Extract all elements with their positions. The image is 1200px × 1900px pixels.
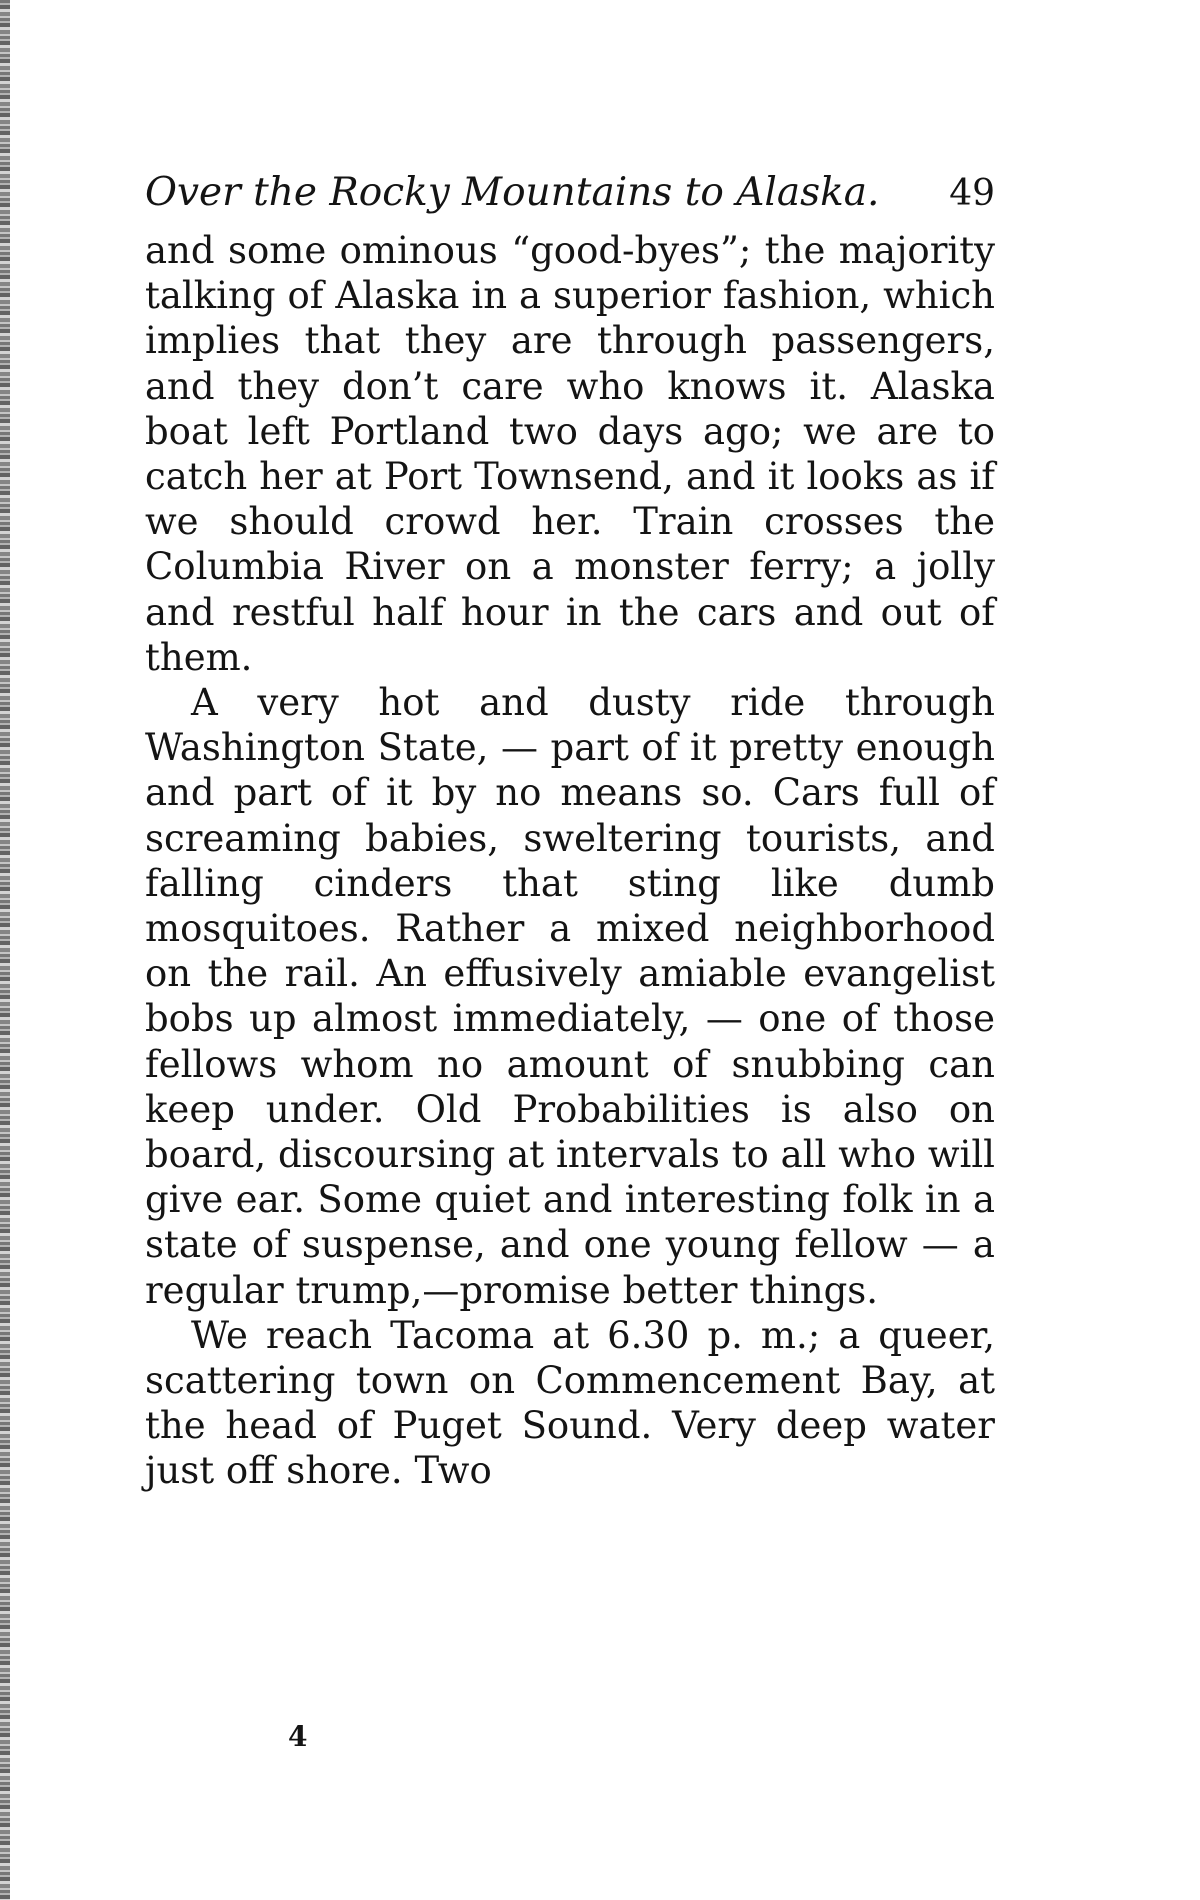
paragraph: A very hot and dusty ride through Washington State, — part of it pretty enough and part of it by no means so. Cars full of screaming babies, sweltering tourists, and falling cinders that sting like dumb mosquitoes. Rather a mixed neighborhood on the rail. An effusively amiable evangelist bobs up almost immediately, — one of those fellows whom no amount of snubbing can keep under. Old Probabilities is also on board, discoursing at intervals to all who will give ear. Some quiet and interesting folk in a state of suspense, and one young fellow — a regular trump,—promise better things.	[145, 681, 995, 1312]
page-number: 49	[949, 173, 995, 214]
running-title: Over the Rocky Mountains to Alaska.	[145, 170, 880, 215]
signature-mark: 4	[288, 1720, 308, 1753]
paragraph: We reach Tacoma at 6.30 p. m.; a queer, scattering town on Commencement Bay, at the head of Puget Sound. Very deep water just off shore. Two	[145, 1313, 995, 1493]
book-spine-edge	[0, 0, 10, 1900]
running-head	[145, 168, 995, 228]
book-page	[145, 168, 995, 1494]
body-text	[145, 228, 995, 1494]
paragraph: and some ominous “good-byes”; the majority talking of Alaska in a superior fashion, which implies that they are through passengers, and they don’t care who knows it. Alaska boat left Portland two days ago; we are to catch her at Port Townsend, and it looks as if we should crowd her. Train crosses the Columbia River on a monster ferry; a jolly and restful half hour in the cars and out of them.	[145, 229, 995, 679]
